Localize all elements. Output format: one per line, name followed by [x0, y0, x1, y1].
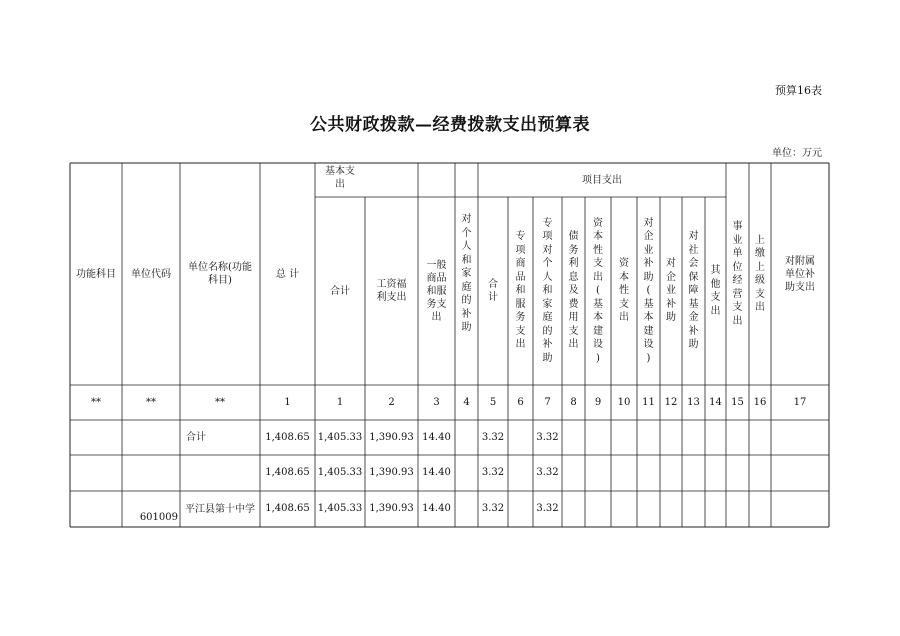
table-cell-total: 1,408.65 — [265, 431, 310, 443]
table-number: 预算16表 — [775, 84, 822, 97]
index-cell: 11 — [642, 396, 655, 408]
table-cell-basic_total: 1,405.33 — [317, 467, 363, 478]
table-cell-goods: 14.40 — [422, 431, 451, 443]
col-header-proj-personal: 专 项 对 个 人 和 家 庭 的 补 助 — [542, 217, 553, 364]
col-header-capital: 资 本 性 支 出 — [619, 258, 629, 324]
table-cell-proj_personal: 3.32 — [536, 431, 559, 443]
index-cell: 6 — [517, 396, 524, 408]
index-cell: 16 — [753, 396, 767, 408]
table-cell-total: 1,408.65 — [265, 467, 310, 478]
col-header-salary: 工资福利支出 — [376, 279, 407, 303]
index-cell: 13 — [687, 396, 700, 408]
index-cell: 8 — [570, 396, 577, 408]
index-cell: 12 — [664, 396, 678, 408]
index-cell: ** — [215, 396, 225, 408]
col-header-basic: 基本支出 — [325, 166, 355, 190]
index-cell: 2 — [388, 396, 395, 408]
table-cell-proj_personal: 3.32 — [536, 467, 559, 478]
index-cell: 4 — [463, 396, 470, 408]
col-header-remit: 上 缴 上 级 支 出 — [755, 234, 765, 313]
col-header-proj-goods: 专 项 商 品 和 服 务 支 出 — [515, 231, 526, 351]
index-cell: 3 — [433, 396, 440, 408]
index-cell: 7 — [544, 396, 551, 408]
table-cell-name: 平江县第十中学 — [185, 503, 255, 515]
table-cell-code: 601009 — [139, 512, 178, 523]
page-title: 公共财政拨款—经费拨款支出预算表 — [310, 115, 590, 135]
table-cell-goods: 14.40 — [422, 503, 451, 514]
table-cell-proj_total: 3.32 — [481, 431, 505, 443]
unit-label: 单位：万元 — [772, 148, 822, 159]
index-cell: ** — [91, 396, 101, 408]
col-header-capital-construction: 资 本 性 支 出 ( 基 本 建 设 ) — [593, 217, 603, 364]
index-cell: 10 — [617, 396, 631, 408]
index-cell: 9 — [594, 396, 602, 408]
col-header-total: 总 计 — [275, 268, 300, 280]
col-header-unit-name: 单位名称(功能科目) — [188, 262, 252, 286]
table-cell-goods: 14.40 — [422, 467, 451, 478]
col-header-personal-subsidy: 对 个 人 和 家 庭 的 补 助 — [461, 214, 472, 334]
table-cell-proj_total: 3.32 — [481, 503, 505, 514]
table-cell-proj_personal: 3.32 — [536, 503, 559, 514]
table-cell-name: 合计 — [186, 432, 206, 443]
table-cell-basic_total: 1,405.33 — [317, 431, 363, 443]
table-cell-proj_total: 3.32 — [481, 467, 505, 478]
col-header-enterprise-construction: 对 企 业 补 助 ( 基 本 建 设 ) — [643, 217, 654, 364]
col-header-business: 事 业 单 位 经 营 支 出 — [732, 221, 743, 327]
index-cell: ** — [146, 396, 156, 408]
table-cell-salary: 1,390.93 — [369, 503, 414, 514]
index-cell: 14 — [709, 396, 722, 408]
col-header-project: 项目支出 — [582, 174, 622, 186]
col-header-func-code: 功能科目 — [76, 268, 116, 280]
index-cell: 17 — [793, 396, 807, 408]
col-header-basic-total: 合计 — [330, 285, 350, 297]
col-header-debt-interest: 债 务 利 息 及 费 用 支 出 — [568, 231, 579, 351]
col-header-other: 其 他 支 出 — [710, 265, 721, 317]
table-cell-total: 1,408.65 — [265, 503, 310, 514]
table-cell-basic_total: 1,405.33 — [317, 503, 363, 514]
table-cell-salary: 1,390.93 — [369, 467, 414, 478]
col-header-social-security: 对 社 会 保 障 基 金 补 助 — [688, 231, 699, 351]
index-cell: 15 — [731, 396, 744, 408]
table-cell-salary: 1,390.93 — [369, 431, 414, 443]
col-header-affiliated: 对附属单位补助支出 — [785, 255, 815, 293]
col-header-unit-code: 单位代码 — [131, 268, 171, 280]
index-cell: 1 — [336, 396, 344, 408]
col-header-goods: 一般商品和服务支出 — [426, 259, 447, 323]
col-header-enterprise: 对 企 业 补 助 — [666, 258, 676, 324]
index-cell: 1 — [284, 396, 291, 408]
col-header-proj-total: 合 计 — [488, 278, 498, 303]
index-cell: 5 — [489, 396, 497, 408]
